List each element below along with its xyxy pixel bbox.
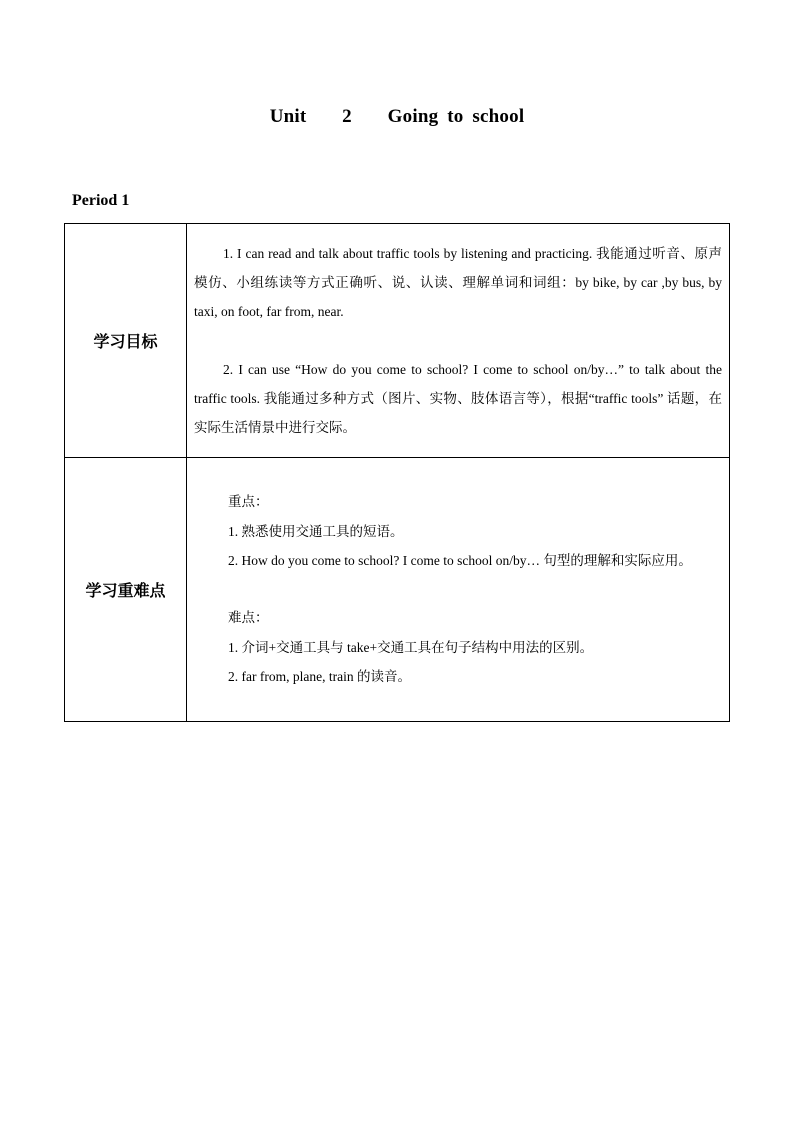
objective-1: 1. I can read and talk about traffic tools by listening and practicing. 我能通过听音、原声模仿、小组练读等方式正确听、说、认读、理解单词和词组：by bike, by car ,by bus, by taxi, on foot, far from, near. xyxy=(194,246,722,319)
key-points-label: 学习重难点 xyxy=(65,458,187,722)
lesson-plan-table xyxy=(64,223,730,722)
difficult-point-2: 2. far from, plane, train 的读音。 xyxy=(228,669,411,684)
table-row-key-points xyxy=(65,458,730,722)
key-point-2: 2. How do you come to school? I come to school on/by… 句型的理解和实际应用。 xyxy=(228,553,692,568)
paragraph-gap xyxy=(194,326,722,355)
objectives-label: 学习目标 xyxy=(65,224,187,458)
key-point-1: 1. 熟悉使用交通工具的短语。 xyxy=(228,524,404,539)
key-points-content xyxy=(187,458,730,722)
objectives-content xyxy=(187,224,730,458)
period-heading: Period 1 xyxy=(72,192,130,209)
document-title: Unit 2 Going to school xyxy=(269,106,525,127)
difficult-point-1: 1. 介词+交通工具与 take+交通工具在句子结构中用法的区别。 xyxy=(228,640,594,655)
table-row-objectives xyxy=(65,224,730,458)
objective-2: 2. I can use “How do you come to school? I come to school on/by…” to talk about the traffic tools. 我能通过多种方式（图片、实物、肢体语言等），根据“traffic tools” 话题，在实际生活情景中进行交际。 xyxy=(194,362,722,435)
section-gap xyxy=(194,575,722,604)
difficult-points-heading: 难点： xyxy=(228,610,269,626)
key-points-heading: 重点： xyxy=(228,494,269,510)
